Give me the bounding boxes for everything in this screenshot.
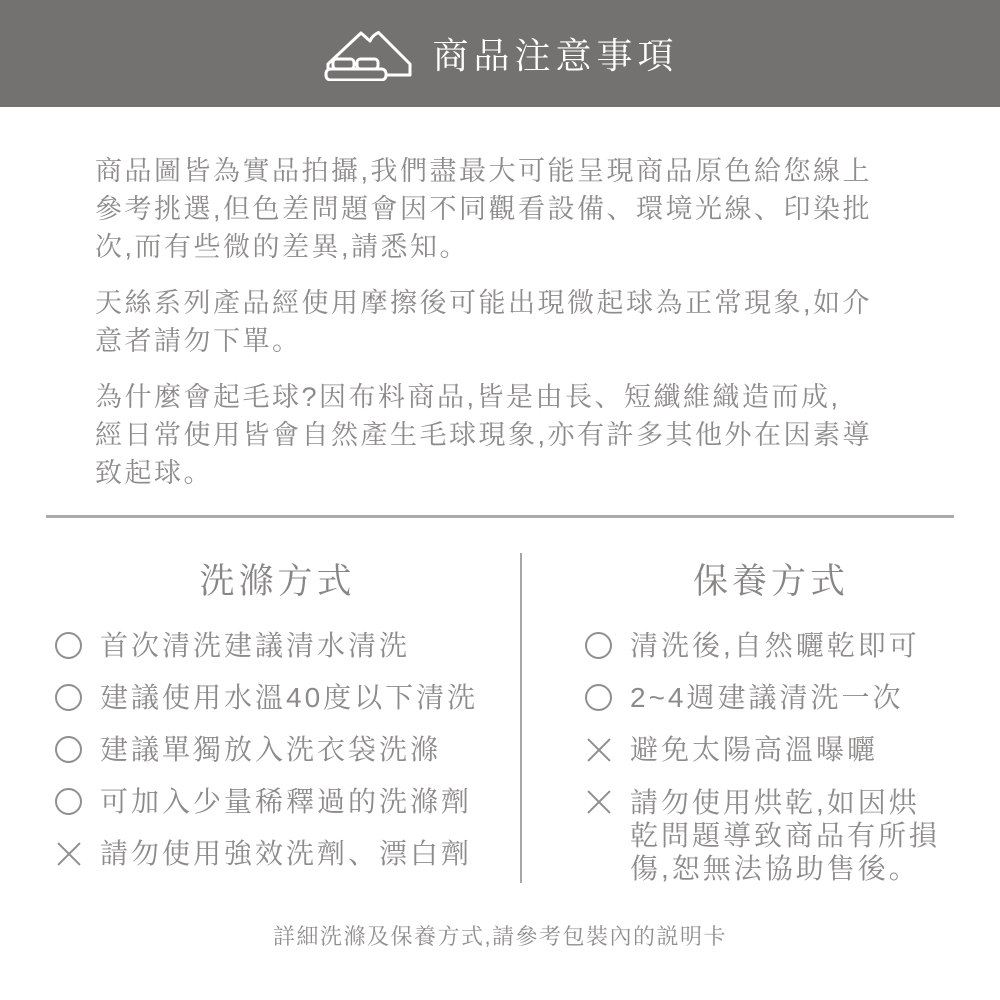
maintain-item xyxy=(585,630,957,661)
paragraph-line: 意者請勿下單。 xyxy=(95,326,302,356)
wash-list xyxy=(55,630,500,869)
cross-icon xyxy=(55,840,82,867)
cross-icon xyxy=(585,736,612,763)
maintain-list xyxy=(585,630,957,885)
maintain-item-label: 清洗後,自然曬乾即可 xyxy=(630,630,920,661)
page-title: 商品注意事項 xyxy=(432,35,679,76)
wash-item xyxy=(55,786,500,817)
notice-text xyxy=(95,152,915,510)
maintain-section xyxy=(585,562,957,906)
wash-item xyxy=(55,682,500,713)
notice-paragraph-3 xyxy=(95,378,915,492)
maintain-item xyxy=(585,734,957,765)
bed-house-icon xyxy=(321,27,417,81)
maintain-item-label: 避免太陽高溫曝曬 xyxy=(630,734,879,765)
maintain-item-line: 乾問題導致商品有所損 xyxy=(630,820,941,851)
wash-item-label: 可加入少量稀釋過的洗滌劑 xyxy=(100,786,473,817)
paragraph-line: 商品圖皆為實品拍攝,我們盡最大可能呈現商品原色給您線上 xyxy=(95,156,873,186)
paragraph-line: 參考挑選,但色差問題會因不同觀看設備、環境光線、印染批 xyxy=(95,194,873,224)
wash-item-label: 首次清洗建議清水清洗 xyxy=(100,630,411,661)
cross-icon xyxy=(585,788,612,815)
maintain-item-label xyxy=(630,786,940,885)
wash-item xyxy=(55,734,500,765)
horizontal-divider xyxy=(46,515,954,518)
wash-title: 洗滌方式 xyxy=(199,562,356,601)
header-banner xyxy=(0,0,1000,107)
circle-icon xyxy=(55,788,82,815)
circle-icon xyxy=(55,632,82,659)
circle-icon xyxy=(55,684,82,711)
maintain-item-line: 傷,恕無法協助售後。 xyxy=(630,853,920,884)
paragraph-line: 為什麼會起毛球?因布料商品,皆是由長、短纖維織造而成, xyxy=(95,382,841,412)
circle-icon xyxy=(585,632,612,659)
maintain-item-label: 2~4週建議清洗一次 xyxy=(630,682,904,713)
maintain-item-line: 請勿使用烘乾,如因烘 xyxy=(630,787,920,818)
maintain-item xyxy=(585,786,957,885)
wash-item xyxy=(55,838,500,869)
paragraph-line: 次,而有些微的差異,請悉知。 xyxy=(95,232,470,262)
notice-paragraph-1 xyxy=(95,152,915,266)
wash-item-label: 請勿使用強效洗劑、漂白劑 xyxy=(100,838,473,869)
column-divider xyxy=(520,553,522,883)
paragraph-line: 致起球。 xyxy=(95,458,213,488)
paragraph-line: 經日常使用皆會自然產生毛球現象,亦有許多其他外在因素導 xyxy=(95,420,873,450)
notice-paragraph-2 xyxy=(95,284,915,360)
wash-item-label: 建議使用水溫40度以下清洗 xyxy=(100,682,479,713)
circle-icon xyxy=(55,736,82,763)
maintain-item xyxy=(585,682,957,713)
circle-icon xyxy=(585,684,612,711)
maintain-title: 保養方式 xyxy=(692,562,849,601)
wash-section xyxy=(55,562,500,890)
wash-item xyxy=(55,630,500,661)
footer-note: 詳細洗滌及保養方式,請參考包裝內的説明卡 xyxy=(272,924,728,949)
wash-item-label: 建議單獨放入洗衣袋洗滌 xyxy=(100,734,442,765)
paragraph-line: 天絲系列產品經使用摩擦後可能出現微起球為正常現象,如介 xyxy=(95,288,873,318)
